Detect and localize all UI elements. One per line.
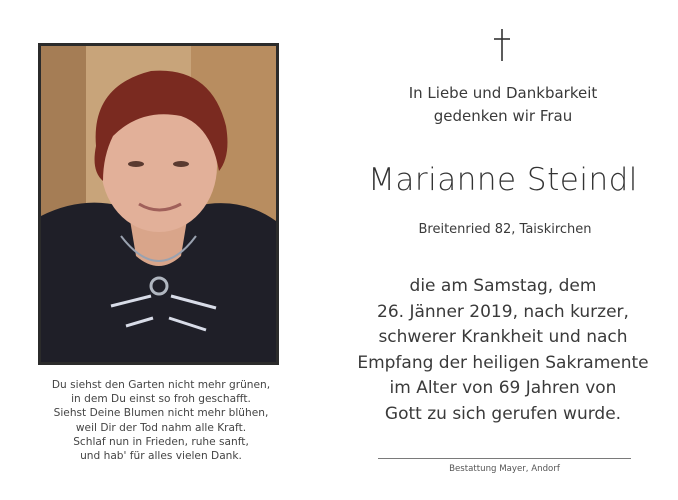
notice-line: schwerer Krankheit und nach	[378, 327, 628, 347]
intro-line: In Liebe und Dankbarkeit	[408, 84, 598, 102]
poem-line: Schlaf nun in Frieden, ruhe sanft,	[73, 435, 249, 448]
cross-icon	[491, 28, 513, 62]
portrait-photo-frame	[38, 43, 279, 365]
notice-line: die am Samstag, dem	[409, 276, 597, 296]
portrait-photo	[41, 46, 276, 362]
footer-divider	[378, 458, 631, 459]
death-notice	[330, 274, 676, 427]
portrait-illustration	[41, 46, 276, 362]
poem-line: weil Dir der Tod nahm alle Kraft.	[75, 421, 247, 434]
poem-line: und hab' für alles vielen Dank.	[80, 450, 242, 463]
notice-line: Gott zu sich gerufen wurde.	[384, 403, 622, 424]
memorial-poem	[30, 378, 292, 463]
notice-line: 26. Jänner 2019, nach kurzer,	[377, 301, 629, 322]
intro-text	[378, 82, 628, 128]
undertaker-credit: Bestattung Mayer, Andorf	[449, 464, 560, 474]
notice-line: im Alter von 69 Jahren von	[389, 378, 617, 398]
intro-line: gedenken wir Frau	[433, 107, 573, 125]
deceased-address: Breitenried 82, Taiskirchen	[418, 222, 592, 237]
poem-line: Du siehst den Garten nicht mehr grünen,	[51, 379, 271, 391]
deceased-name: Marianne Steindl	[368, 162, 638, 198]
poem-line: Siehst Deine Blumen nicht mehr blühen,	[53, 407, 269, 420]
notice-line: Empfang der heiligen Sakramente	[357, 352, 649, 373]
poem-line: in dem Du einst so froh geschafft.	[71, 393, 251, 406]
